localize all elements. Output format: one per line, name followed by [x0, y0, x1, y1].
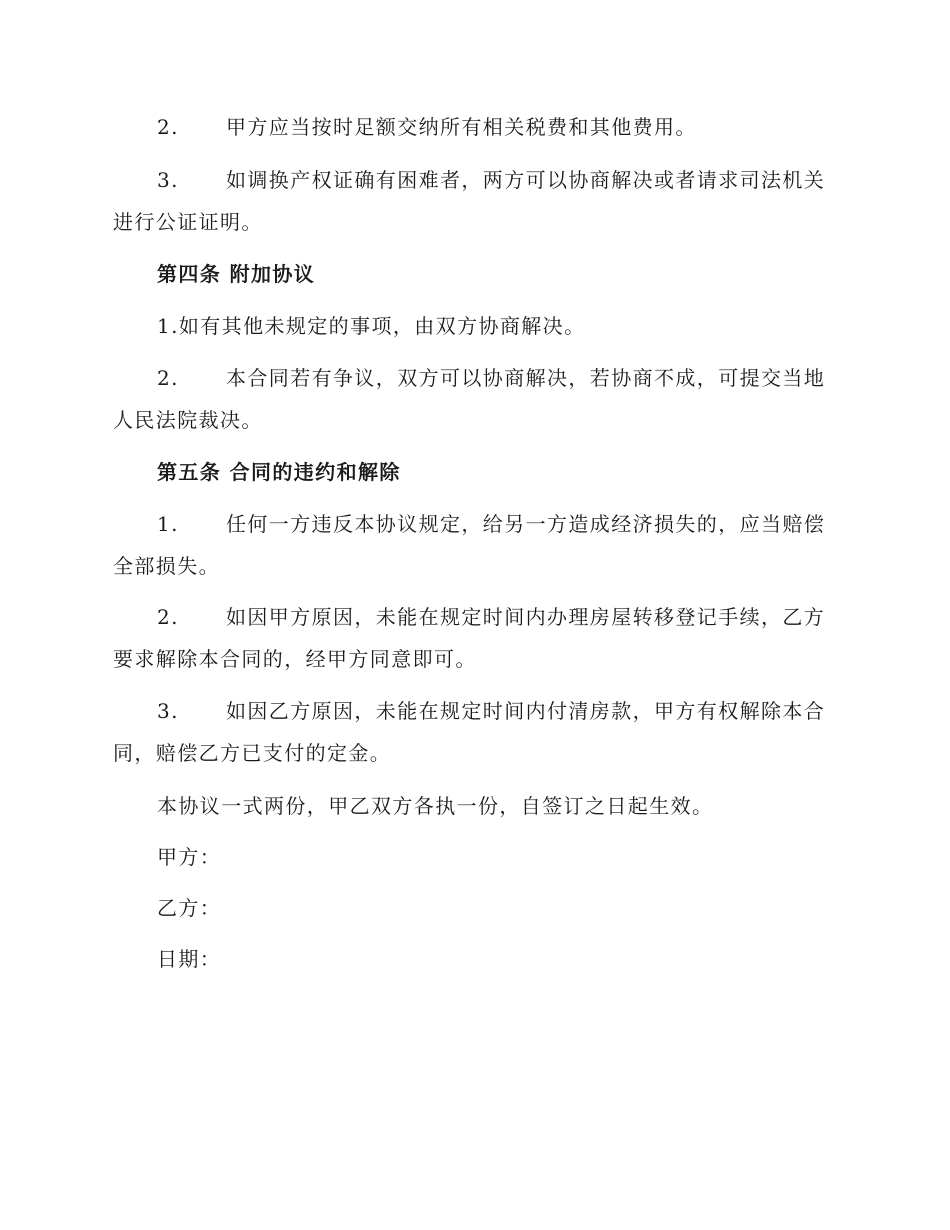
paragraph-line: 同，赔偿乙方已支付的定金。 — [113, 741, 392, 765]
list-number: 2. — [157, 605, 179, 629]
list-number: 2. — [157, 366, 179, 390]
list-number: 3. — [157, 168, 179, 192]
paragraph-line: 如因乙方原因，未能在规定时间内付清房款，甲方有权解除本合 — [226, 699, 826, 723]
paragraph-line: 如调换产权证确有困难者，两方可以协商解决或者请求司法机关 — [226, 168, 826, 192]
party-b-signature-label: 乙方： — [157, 896, 222, 920]
paragraph-line: 人民法院裁决。 — [113, 408, 263, 432]
list-number: 1. — [157, 512, 179, 536]
paragraph-line: 任何一方违反本协议规定，给另一方造成经济损失的，应当赔偿 — [226, 512, 826, 536]
list-number: 2. — [157, 115, 179, 139]
list-number: 3. — [157, 699, 179, 723]
date-label: 日期： — [157, 947, 222, 971]
party-a-signature-label: 甲方： — [157, 845, 222, 869]
section-heading: 第五条 合同的违约和解除 — [157, 460, 401, 484]
paragraph-line: 如因甲方原因，未能在规定时间内办理房屋转移登记手续，乙方 — [226, 605, 826, 629]
paragraph-line: 甲方应当按时足额交纳所有相关税费和其他费用。 — [226, 115, 697, 139]
paragraph-line: 本协议一式两份，甲乙双方各执一份，自签订之日起生效。 — [157, 794, 714, 818]
paragraph-line: 本合同若有争议，双方可以协商解决，若协商不成，可提交当地 — [226, 366, 826, 390]
paragraph-line: 全部损失。 — [113, 554, 220, 578]
paragraph-line: 进行公证证明。 — [113, 210, 263, 234]
paragraph-line: 要求解除本合同的，经甲方同意即可。 — [113, 647, 477, 671]
section-heading: 第四条 附加协议 — [157, 262, 316, 286]
paragraph-line: 1.如有其他未规定的事项，由双方协商解决。 — [157, 314, 586, 338]
